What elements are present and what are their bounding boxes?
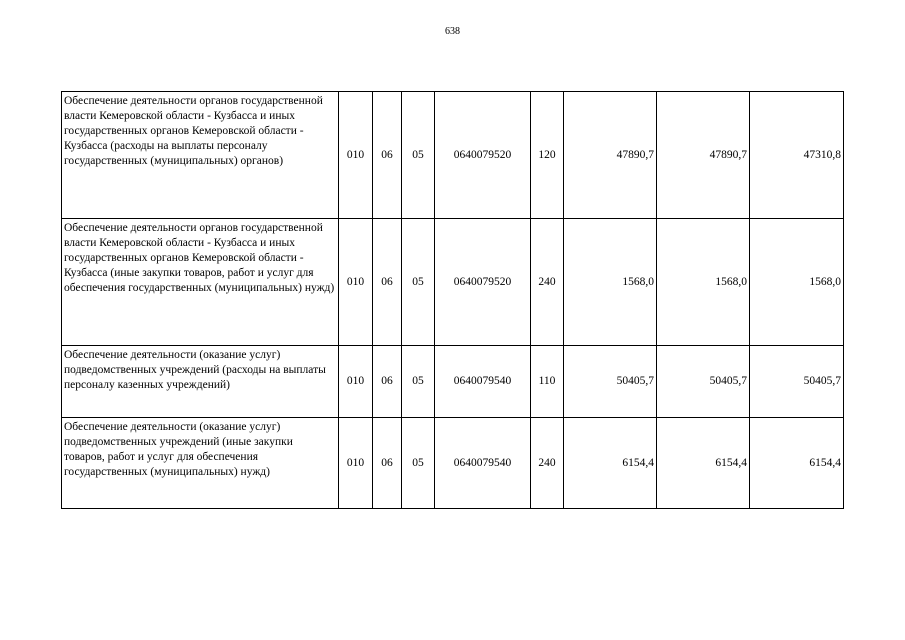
amount-cell-3: 50405,7	[750, 346, 844, 418]
table-row	[62, 418, 844, 509]
budget-table	[61, 91, 844, 509]
amount-cell-2: 1568,0	[657, 219, 750, 346]
amount-cell-3: 1568,0	[750, 219, 844, 346]
table-row	[62, 219, 844, 346]
grbs-code-cell: 010	[339, 219, 373, 346]
section-code-cell: 06	[373, 346, 402, 418]
expense-type-cell: 110	[531, 346, 564, 418]
amount-cell-2: 6154,4	[657, 418, 750, 509]
amount-cell-3: 6154,4	[750, 418, 844, 509]
target-article-cell: 0640079520	[435, 92, 531, 219]
grbs-code-cell: 010	[339, 346, 373, 418]
target-article-cell: 0640079540	[435, 346, 531, 418]
subsection-code-cell: 05	[402, 92, 435, 219]
table-row	[62, 346, 844, 418]
target-article-cell: 0640079540	[435, 418, 531, 509]
section-code-cell: 06	[373, 219, 402, 346]
amount-cell-1: 6154,4	[564, 418, 657, 509]
expense-name-cell: Обеспечение деятельности органов государственной власти Кемеровской области - Кузбасса и иных государственных органов Кемеровской области - Кузбасса (расходы на выплаты персоналу государственных (муниципальных) органов)	[62, 92, 339, 219]
grbs-code-cell: 010	[339, 92, 373, 219]
table-row	[62, 92, 844, 219]
expense-name-cell: Обеспечение деятельности (оказание услуг) подведомственных учреждений (расходы на выплаты персоналу казенных учреждений)	[62, 346, 339, 418]
target-article-cell: 0640079520	[435, 219, 531, 346]
expense-name-cell: Обеспечение деятельности органов государственной власти Кемеровской области - Кузбасса и иных государственных органов Кемеровской области - Кузбасса (иные закупки товаров, работ и услуг для обеспечения государственных (муниципальных) нужд)	[62, 219, 339, 346]
page-number: 638	[445, 26, 460, 37]
section-code-cell: 06	[373, 92, 402, 219]
amount-cell-1: 50405,7	[564, 346, 657, 418]
section-code-cell: 06	[373, 418, 402, 509]
amount-cell-3: 47310,8	[750, 92, 844, 219]
subsection-code-cell: 05	[402, 418, 435, 509]
expense-type-cell: 120	[531, 92, 564, 219]
grbs-code-cell: 010	[339, 418, 373, 509]
amount-cell-1: 47890,7	[564, 92, 657, 219]
amount-cell-2: 47890,7	[657, 92, 750, 219]
expense-name-cell: Обеспечение деятельности (оказание услуг) подведомственных учреждений (иные закупки товаров, работ и услуг для обеспечения государственных (муниципальных) нужд)	[62, 418, 339, 509]
amount-cell-1: 1568,0	[564, 219, 657, 346]
amount-cell-2: 50405,7	[657, 346, 750, 418]
subsection-code-cell: 05	[402, 346, 435, 418]
subsection-code-cell: 05	[402, 219, 435, 346]
expense-type-cell: 240	[531, 418, 564, 509]
expense-type-cell: 240	[531, 219, 564, 346]
